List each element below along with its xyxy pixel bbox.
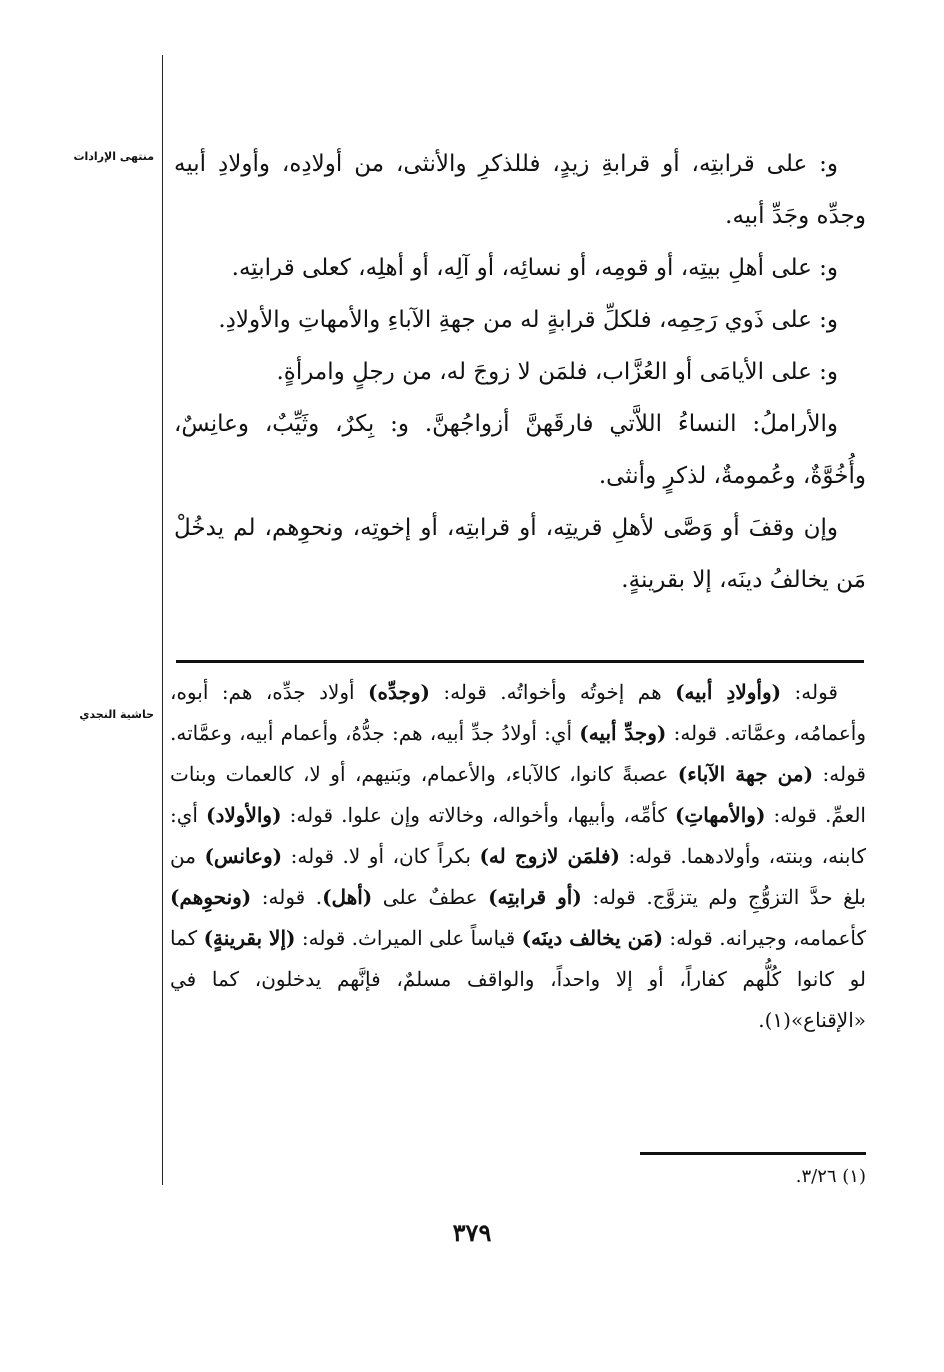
side-label-main-source: منتهى الإرادات xyxy=(73,150,154,163)
commentary-segment: أي: أولادُ جدِّ أبيه، هم: جدُّهُ، وأعمام أبيه، وعمَّاته. قوله: xyxy=(170,721,866,786)
commentary-segment: هم إخوتُه وأخواتُه. قوله: xyxy=(429,680,676,704)
margin-divider-line xyxy=(162,55,163,1185)
commentary-segment: عطفٌ على xyxy=(372,885,489,909)
main-paragraph: و: على أهلِ بيتِه، أو قومِه، أو نسائِه، أو آلِه، أو أهلِه، كعلى قرابتِه. xyxy=(231,255,838,281)
commentary-lemma: (والأولاد) xyxy=(206,803,282,827)
commentary-text xyxy=(170,672,866,1041)
commentary-segment: كأمِّه، وأبيها، وأخواله، وخالاته وإن علوا. قوله: xyxy=(281,803,675,827)
commentary-segment: قوله: xyxy=(781,680,838,704)
commentary-lemma: (مَن يخالف دينَه) xyxy=(521,926,664,950)
page-number: ٣٧٩ xyxy=(452,1218,492,1247)
footnote-rule xyxy=(640,1152,866,1155)
main-paragraph: و: على قرابتِه، أو قرابةِ زيدٍ، فللذكرِ والأنثى، من أولادِه، وأولادِ أبيه وجدِّه وجَدِّ أبيه. xyxy=(174,151,866,229)
commentary-lemma: (فلمَن لازوج له) xyxy=(479,844,620,868)
side-label-commentary: حاشية النجدي xyxy=(79,708,154,721)
commentary-segment: أولاد جدِّه، هم: أبوه، وأعمامُه، وعمَّاته. قوله: xyxy=(170,680,867,745)
commentary-segment: من بلغ حدَّ التزوُّجِ ولم يتزوَّج. قوله: xyxy=(170,844,866,909)
main-paragraph: والأراملُ: النساءُ اللاَّتي فارقَهنَّ أزواجُهنَّ. و: بِكرٌ، وثَيِّبٌ، وعانِسٌ، وأُخُوَّةٌ، وعُمومةٌ، لذكرٍ وأنثى. xyxy=(174,411,866,489)
commentary-segment: أي: كابنه، وبنته، وأولادهما. قوله: xyxy=(170,803,867,868)
commentary-segment: كأعمامه، وجيرانه. قوله: xyxy=(663,926,866,950)
commentary-segment: . xyxy=(758,1008,765,1032)
main-paragraph: و: على ذَوي رَحِمِه، فلكلِّ قرابةٍ له من جهةِ الآباءِ والأمهاتِ والأولادِ. xyxy=(218,307,838,333)
commentary-lemma: (وعانس) xyxy=(204,844,283,868)
footnote: (١) ٣/٢٦. xyxy=(795,1166,866,1187)
commentary-segment: عصبةً كانوا، كالآباء، والأعمام، وبَنيهم، أو لا، كالعمات وبنات العمِّ. قوله: xyxy=(170,762,866,827)
separator-rule xyxy=(176,660,864,663)
commentary-lemma: (والأمهاتِ) xyxy=(675,803,766,827)
commentary-segment: كما لو كانوا كُلُّهم كفاراً، أو إلا واحداً، والواقف مسلمٌ، فإنَّهم يدخلون، كما في «الإقناع» xyxy=(170,926,866,1032)
commentary-paragraph xyxy=(170,672,866,1041)
commentary-lemma: (وجدِّه) xyxy=(368,680,430,704)
commentary-segment: بكراً كان، أو لا. قوله: xyxy=(282,844,480,868)
commentary-segment: . قوله: xyxy=(251,885,323,909)
commentary-lemma: (إلا بقرينةٍ) xyxy=(203,926,296,950)
commentary-segment: (١) xyxy=(764,1008,791,1032)
commentary-lemma: (أهل) xyxy=(322,885,373,909)
main-text xyxy=(174,138,866,606)
main-paragraph: وإن وقفَ أو وَصَّى لأهلِ قريتِه، أو قرابتِه، أو إخوتِه، ونحوِهم، لم يدخُلْ مَن يخالفُ دينَه، إلا بقرينةٍ. xyxy=(174,515,866,593)
commentary-lemma: (وجدِّ أبيه) xyxy=(579,721,667,745)
commentary-segment: قياساً على الميراث. قوله: xyxy=(295,926,522,950)
commentary-lemma: (وأولادِ أبيه) xyxy=(675,680,782,704)
commentary-lemma: (من جهة الآباء) xyxy=(677,762,814,786)
commentary-lemma: (أو قرابتِه) xyxy=(488,885,582,909)
commentary-lemma: (ونحوِهم) xyxy=(170,885,252,909)
main-paragraph: و: على الأيامَى أو العُزَّاب، فلمَن لا زوجَ له، من رجلٍ وامرأةٍ. xyxy=(276,359,838,385)
